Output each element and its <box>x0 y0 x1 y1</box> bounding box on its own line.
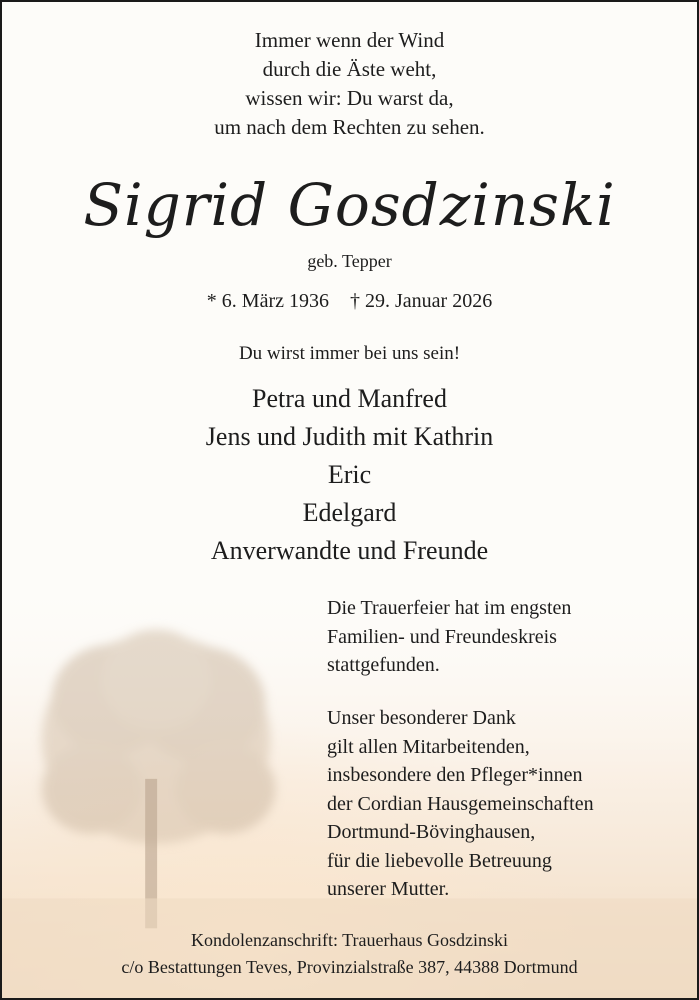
address-line: c/o Bestattungen Teves, Provinzialstraße 387, 44388 Dortmund <box>121 957 578 977</box>
birth-date: * 6. März 1936 <box>206 290 329 312</box>
thanks-line: unserer Mutter. <box>327 878 450 900</box>
thanks-line: insbesondere den Pfleger*innen <box>327 764 583 786</box>
death-date: † 29. Januar 2026 <box>350 290 493 312</box>
mourners-list <box>2 380 697 570</box>
thanks-line: für die liebevolle Betreuung <box>327 849 552 872</box>
deceased-name: Sigrid Gosdzinski <box>83 171 616 239</box>
thanks-line: Unser besonderer Dank <box>327 707 516 729</box>
birth-name: geb. Tepper <box>307 251 392 271</box>
poem <box>2 26 697 142</box>
poem-line: um nach dem Rechten zu sehen. <box>214 115 485 139</box>
poem-line: Immer wenn der Wind <box>254 28 445 52</box>
thanks-note <box>327 704 594 904</box>
thanks-line: gilt allen Mitarbeitenden, <box>327 735 530 758</box>
mourner-entry: Petra und Manfred <box>252 384 447 413</box>
condolence-address <box>2 927 697 981</box>
thanks-line: der Cordian Hausgemeinschaften <box>327 792 594 815</box>
ceremony-line: Familien- und Freundeskreis <box>327 625 557 648</box>
ceremony-line: Die Trauerfeier hat im engsten <box>327 597 572 619</box>
mourner-entry: Edelgard <box>302 498 397 527</box>
poem-line: wissen wir: Du warst da, <box>245 86 454 110</box>
ceremony-line: stattgefunden. <box>327 654 440 676</box>
poem-line: durch die Äste weht, <box>262 57 437 81</box>
life-dates <box>2 290 697 313</box>
address-line: Kondolenzanschrift: Trauerhaus Gosdzinski <box>191 930 508 950</box>
farewell-line: Du wirst immer bei uns sein! <box>238 343 461 364</box>
mourner-entry: Eric <box>327 460 372 489</box>
mourner-entry: Jens und Judith mit Kathrin <box>205 422 494 451</box>
ceremony-note <box>327 594 571 680</box>
mourner-entry: Anverwandte und Freunde <box>210 536 489 565</box>
thanks-line: Dortmund-Bövinghausen, <box>327 821 536 843</box>
